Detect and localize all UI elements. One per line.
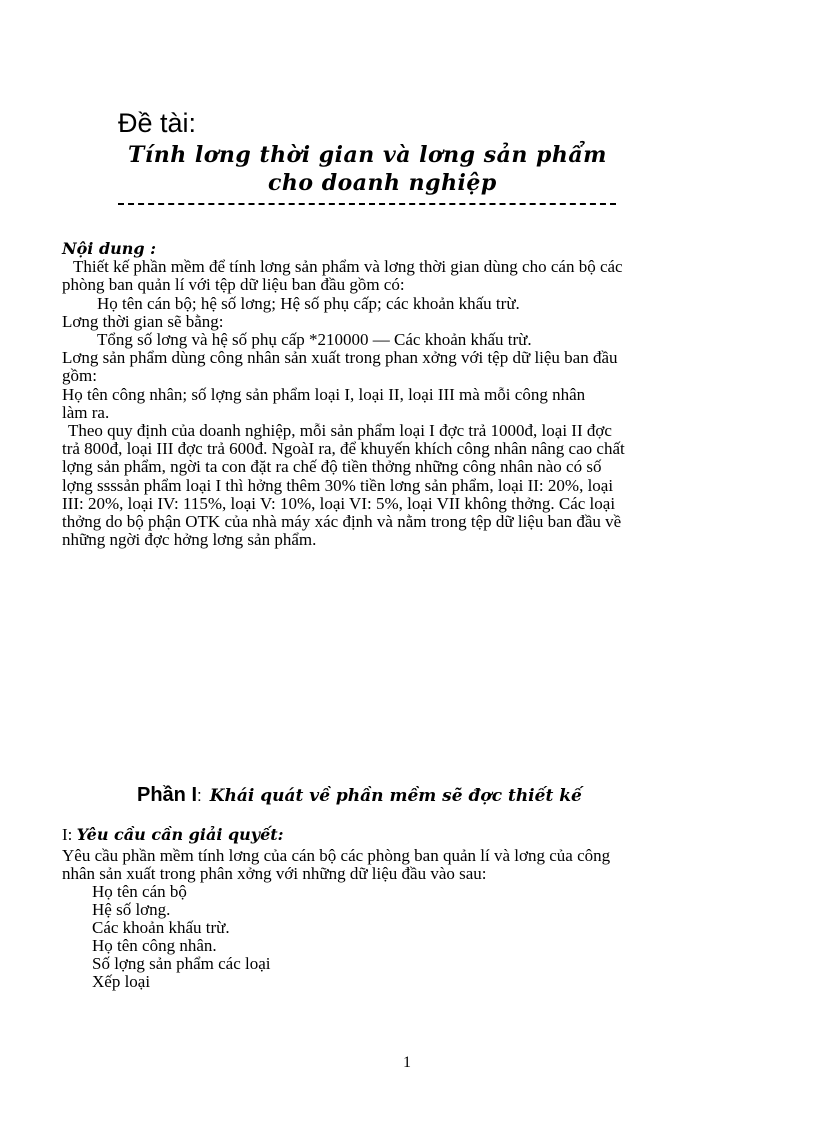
noi-dung-line: lợng sản phẩm, ngời ta con đặt ra chế độ tiền thởng những công nhân nào có số — [62, 457, 602, 476]
noi-dung-line: lợng ssssản phẩm loại I thì hởng thêm 30% tiền lơng sản phẩm, loại II: 20%, loại — [62, 476, 614, 495]
noi-dung-line: Tổng số lơng và hệ số phụ cấp *210000 — Các khoản khấu trừ. — [97, 330, 532, 349]
section-title: Yêu cầu cần giải quyết: — [76, 825, 284, 844]
noi-dung-line: làm ra. — [62, 403, 110, 422]
section-heading — [62, 825, 284, 845]
noi-dung-line: Theo quy định của doanh nghiệp, mỗi sản phẩm loại I đợc trả 1000đ, loại II đợc — [68, 421, 612, 440]
part-label: Phần I — [137, 784, 198, 806]
noi-dung-line: thởng do bộ phận OTK của nhà máy xác định và nằm trong tệp dữ liệu ban đầu về — [62, 512, 622, 531]
noi-dung-line: III: 20%, loại IV: 115%, loại V: 10%, loại VI: 5%, loại VII không thởng. Các loại — [62, 494, 616, 513]
page-number: 1 — [403, 1054, 411, 1071]
section-line: nhân sản xuất trong phân xởng với những dữ liệu đầu vào sau: — [62, 864, 487, 883]
part-heading — [137, 784, 582, 807]
list-item: Hệ số lơng. — [92, 900, 171, 919]
noi-dung-line: những ngời đợc hởng lơng sản phẩm. — [62, 530, 317, 549]
noi-dung-line: Lơng sản phẩm dùng công nhân sản xuất trong phan xởng với tệp dữ liệu ban đầu — [62, 348, 618, 367]
section-prefix: I: — [62, 825, 77, 844]
part-title: Khái quát về phần mềm sẽ đợc thiết kế — [209, 786, 582, 806]
noi-dung-line: gồm: — [62, 366, 97, 385]
section-line: Yêu cầu phần mềm tính lơng của cán bộ các phòng ban quản lí và lơng của công — [62, 846, 611, 865]
title-divider — [118, 203, 616, 205]
noi-dung-line: Họ tên công nhân; số lợng sản phẩm loại I, loại II, loại III mà mỗi công nhân — [62, 385, 586, 404]
list-item: Số lợng sản phẩm các loại — [92, 954, 271, 973]
list-item: Họ tên cán bộ — [92, 882, 187, 901]
noi-dung-line: Họ tên cán bộ; hệ số lơng; Hệ số phụ cấp; các khoản khấu trừ. — [97, 294, 520, 313]
list-item: Các khoản khấu trừ. — [92, 918, 230, 937]
title-prefix: Đề tài: — [118, 108, 197, 138]
noi-dung-line: Lơng thời gian sẽ bằng: — [62, 312, 224, 331]
noi-dung-line: trả 800đ, loại III đợc trả 600đ. NgoàI ra, để khuyến khích công nhân nâng cao chất — [62, 439, 625, 458]
title-line-2: cho doanh nghiệp — [268, 170, 497, 196]
noi-dung-heading: Nội dung : — [62, 239, 157, 258]
noi-dung-line: phòng ban quản lí với tệp dữ liệu ban đầu gồm có: — [62, 275, 405, 294]
title-line-1: Tính lơng thời gian và lơng sản phẩm — [128, 142, 607, 168]
list-item: Họ tên công nhân. — [92, 936, 217, 955]
list-item: Xếp loại — [92, 972, 151, 991]
part-separator: : — [197, 786, 202, 805]
noi-dung-line: Thiết kế phần mềm để tính lơng sản phẩm và lơng thời gian dùng cho cán bộ các — [73, 257, 623, 276]
